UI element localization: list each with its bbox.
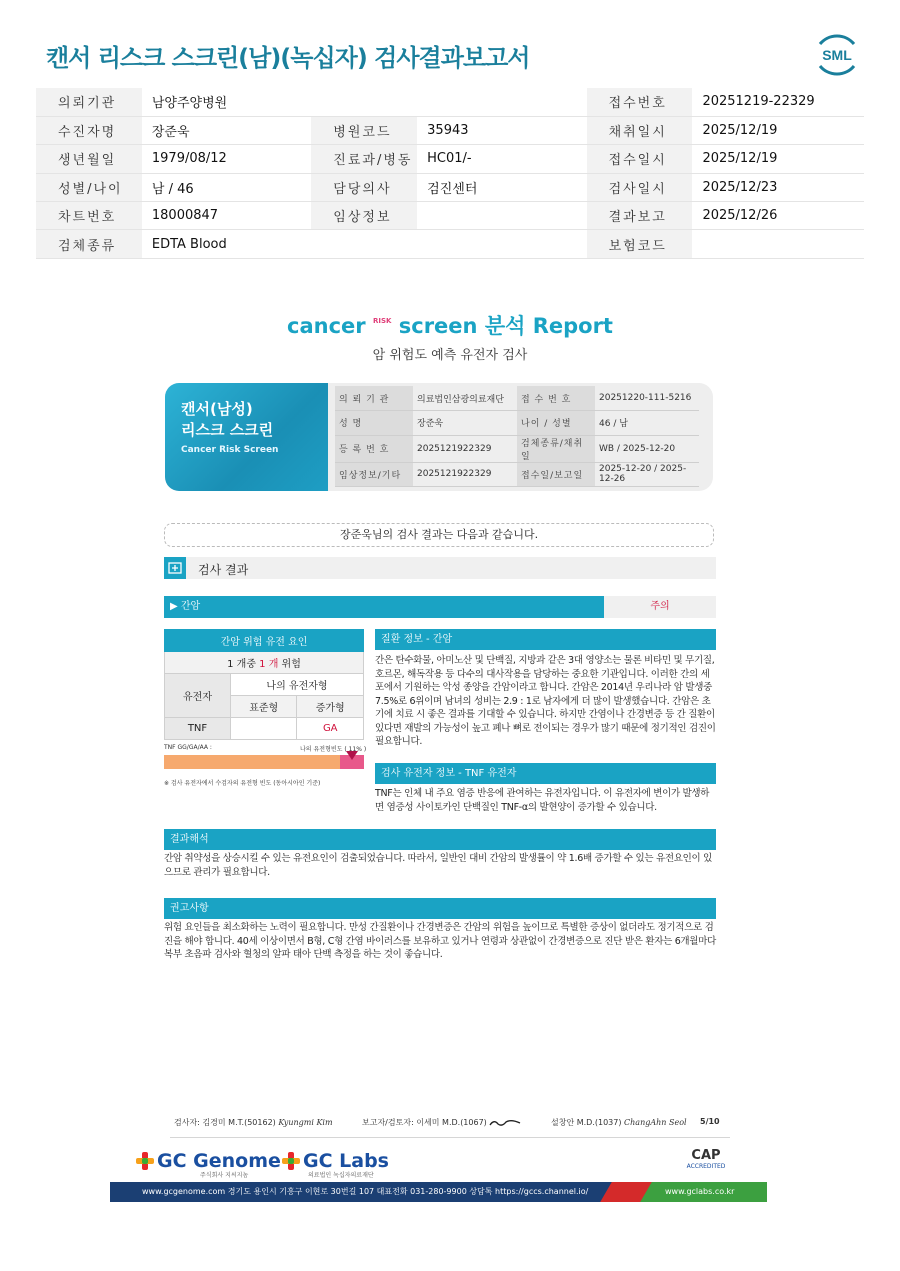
info-label: 보험코드	[587, 230, 693, 258]
tester-signature: Kyungmi Kim	[278, 1118, 333, 1127]
info-value: 2025/12/26	[692, 202, 864, 230]
gc-labs-sub: 의료법인 녹십자의료재단	[308, 1172, 374, 1179]
info-label: 생년월일	[36, 145, 142, 173]
info-label: 접수번호	[587, 88, 693, 116]
footer-bar	[110, 1182, 767, 1202]
gc-genome-sub: 주식회사 지씨지놈	[200, 1172, 249, 1179]
info-label: 성별/나이	[36, 173, 142, 201]
info-label: 채취일시	[587, 116, 693, 144]
banner-label: 접수일/보고일	[517, 462, 595, 487]
interpretation-box	[164, 829, 716, 879]
info-value: HC01/-	[417, 145, 586, 173]
result-folder-icon	[164, 557, 186, 579]
banner-title	[181, 399, 273, 441]
report-banner	[165, 383, 713, 491]
info-label: 차트번호	[36, 202, 142, 230]
banner-label: 검체종류/채취일	[517, 435, 595, 462]
footer-divider	[170, 1137, 730, 1138]
info-value	[417, 88, 586, 116]
interpretation-text: 간암 취약성을 상승시킬 수 있는 유전요인이 검출되었습니다. 따라서, 일반인 대비 간암의 발생률이 약 1.6배 증가할 수 있는 유전요인이 있으므로 관리가 필요합니다.	[164, 853, 712, 878]
info-label	[311, 88, 417, 116]
banner-title-line2: 리스크 스크린	[181, 421, 274, 439]
banner-brand-panel	[165, 383, 328, 491]
patient-info-table	[36, 88, 864, 259]
info-label: 검사일시	[587, 173, 693, 201]
greeting-box: 장준욱님의 검사 결과는 다음과 같습니다.	[164, 523, 714, 547]
info-label: 병원코드	[311, 116, 417, 144]
footer-address: www.gcgenome.com 경기도 용인시 기흥구 이현로 30번길 107 대표전화 031-280-9900 상담톡 https://gccs.channel.io/	[142, 1187, 589, 1196]
info-value	[417, 202, 586, 230]
gc-cross-icon	[136, 1152, 154, 1170]
banner-label: 임상정보/기타	[335, 462, 413, 487]
reporter2-name: 설창안 M.D.(1037)	[551, 1118, 622, 1127]
banner-label: 접 수 번 호	[517, 386, 595, 411]
info-row	[36, 173, 864, 201]
brand-screen: screen	[398, 314, 478, 338]
col-gene-header: 유전자	[165, 674, 231, 718]
info-label: 담당의사	[311, 173, 417, 201]
gene-name: TNF	[165, 718, 231, 740]
advice-text: 위험 요인들을 최소화하는 노력이 필요합니다. 만성 간질환이나 간경변증은 간암의 위험을 높이므로 특별한 증상이 없더라도 정기적으로 검진을 해야 합니다. 40세 이상이면서 B형, C형 간염 바이러스를 보유하고 있거나 연령과 상관없이 간경변증으로 진단 받은 환자는 6개월마다 복부 초음파 검사와 혈청의 알파 태아 단백 측정을 하는 것이 좋습니다.	[164, 922, 716, 960]
info-value: 20251219-22329	[692, 88, 864, 116]
info-label: 진료과/병동	[311, 145, 417, 173]
info-row	[36, 145, 864, 173]
banner-label: 의 뢰 기 관	[335, 386, 413, 411]
reporter-signature	[489, 1119, 521, 1127]
info-value	[692, 230, 864, 258]
banner-value: 20251220-111-5216	[595, 386, 699, 411]
info-label: 임상정보	[311, 202, 417, 230]
frequency-marker-icon	[346, 751, 358, 760]
gene-risk-count: 1 개중 1 개 위험	[165, 652, 364, 674]
gc-genome-logo	[136, 1150, 281, 1172]
info-value	[417, 230, 586, 258]
info-value: 남 / 46	[142, 173, 311, 201]
normal-cell	[231, 718, 297, 740]
report-brand	[0, 310, 900, 340]
reporter2-signature: ChangAhn Seol	[624, 1118, 687, 1127]
info-row	[36, 230, 864, 258]
info-label: 접수일시	[587, 145, 693, 173]
gene-info-text: TNF는 인체 내 주요 염증 반응에 관여하는 유전자입니다. 이 유전자에 변이가 발생하면 염증성 사이토카인 단백질인 TNF-α의 발현양이 증가할 수 있습니다.	[375, 788, 710, 813]
banner-value: 2025-12-20 / 2025-12-26	[595, 462, 699, 487]
col-normal: 표준형	[231, 696, 297, 718]
info-value: 2025/12/23	[692, 173, 864, 201]
info-label: 수진자명	[36, 116, 142, 144]
gc-labs-text: GC Labs	[303, 1150, 389, 1172]
reporter-line	[362, 1117, 521, 1128]
genotype-value: GA	[297, 718, 364, 740]
tester-label: 검사자:	[174, 1118, 200, 1127]
reporter-label: 보고자/검토자:	[362, 1118, 414, 1127]
cap-sub: ACCREDITED	[686, 1163, 726, 1170]
gc-genome-text: GC Genome	[157, 1150, 281, 1172]
banner-row	[335, 411, 699, 436]
banner-value: 46 / 남	[595, 411, 699, 436]
gene-risk-table	[164, 629, 364, 740]
sml-logo	[812, 30, 862, 78]
brand-risk: RISK	[372, 317, 392, 325]
info-value: 2025/12/19	[692, 116, 864, 144]
banner-label: 등 록 번 호	[335, 435, 413, 462]
banner-value: WB / 2025-12-20	[595, 435, 699, 462]
brand-cancer: cancer	[287, 314, 366, 338]
footer-url-link[interactable]: www.gclabs.co.kr	[665, 1187, 735, 1196]
tester-name: 김경미 M.T.(50162)	[202, 1118, 276, 1127]
tester-line	[174, 1117, 333, 1128]
banner-title-line1: 캔서(남성)	[181, 400, 253, 418]
info-row	[36, 88, 864, 116]
info-value: 35943	[417, 116, 586, 144]
banner-row	[335, 435, 699, 462]
gene-table-title: 간암 위험 유전 요인	[165, 630, 364, 652]
banner-value: 의료법인삼광의료재단	[413, 386, 517, 411]
info-value: 1979/08/12	[142, 145, 311, 173]
banner-row	[335, 386, 699, 411]
info-label: 결과보고	[587, 202, 693, 230]
banner-label: 나이 / 성별	[517, 411, 595, 436]
info-value: 남양주양병원	[142, 88, 311, 116]
info-row	[36, 116, 864, 144]
col-increase: 증가형	[297, 696, 364, 718]
banner-value: 2025121922329	[413, 462, 517, 487]
info-label	[311, 230, 417, 258]
info-value: 2025/12/19	[692, 145, 864, 173]
interpretation-header: 결과해석	[164, 829, 716, 850]
info-label: 의뢰기관	[36, 88, 142, 116]
frequency-note: ※ 검사 유전자에서 수검자의 유전형 빈도 (동아시아인 기준)	[164, 780, 321, 787]
disease-info-text: 간은 탄수화물, 아미노산 및 단백질, 지방과 같은 3대 영양소는 물론 비타민 및 무기질, 호르몬, 해독작용 등 다수의 대사작용을 담당하는 중요한 기관입니다. 이러한 간의 세포에서 기원하는 악성 종양을 간암이라고 합니다. 간암은 2014년 우리나라 암 발생중 7.5%로 6위이며 남녀의 성비는 2.9 : 1로 남자에게 더 많이 발생했습니다. 간암은 초기에 치료 시 좋은 결과를 기대할 수 있습니다. 하지만 간염이나 간경변증 등 간 질환이 있다면 재발의 가능성이 높고 폐나 뼈로 전이되는 경우가 많기 때문에 정기적인 검진이 필요합니다.	[375, 655, 716, 747]
section-title: 검사 결과	[198, 563, 249, 577]
cap-accredited-logo	[676, 1148, 736, 1178]
banner-row	[335, 462, 699, 487]
liver-cancer-bar: ▶ 간암	[164, 596, 604, 618]
reporter-name: 이세미 M.D.(1067)	[416, 1118, 487, 1127]
gc-labs-cross-icon	[282, 1152, 300, 1170]
freq-label-left: TNF GG/GA/AA :	[164, 744, 212, 751]
liver-status-badge: 주의	[604, 596, 716, 618]
advice-box	[164, 898, 716, 962]
freq-label-right: 나의 유전형빈도 ( 11% )	[300, 746, 367, 753]
reporter2-line	[551, 1117, 687, 1128]
gc-labs-logo	[282, 1150, 389, 1172]
info-value: 장준욱	[142, 116, 311, 144]
banner-value: 2025121922329	[413, 435, 517, 462]
sml-logo-text: SML	[822, 47, 852, 63]
document-title: 캔서 리스크 스크린(남)(녹십자) 검사결과보고서	[46, 44, 530, 72]
banner-info-table	[335, 386, 699, 487]
disease-info-header: 질환 정보 - 간암	[375, 629, 716, 650]
brand-report: 분석 Report	[484, 314, 613, 338]
gene-info-box	[375, 763, 716, 814]
banner-subtitle-en: Cancer Risk Screen	[181, 445, 279, 455]
info-value: 검진센터	[417, 173, 586, 201]
banner-value: 장준욱	[413, 411, 517, 436]
info-value: EDTA Blood	[142, 230, 311, 258]
banner-label: 성 명	[335, 411, 413, 436]
info-row	[36, 202, 864, 230]
disease-info-box	[375, 629, 716, 749]
advice-header: 권고사항	[164, 898, 716, 919]
report-subtitle: 암 위험도 예측 유전자 검사	[372, 348, 528, 363]
col-my-genotype: 나의 유전자형	[231, 674, 364, 696]
frequency-bar	[164, 755, 364, 769]
gene-info-header: 검사 유전자 정보 - TNF 유전자	[375, 763, 716, 784]
page-number: 5/10	[700, 1117, 720, 1126]
info-value: 18000847	[142, 202, 311, 230]
cap-text: CAP	[691, 1148, 721, 1163]
info-label: 검체종류	[36, 230, 142, 258]
